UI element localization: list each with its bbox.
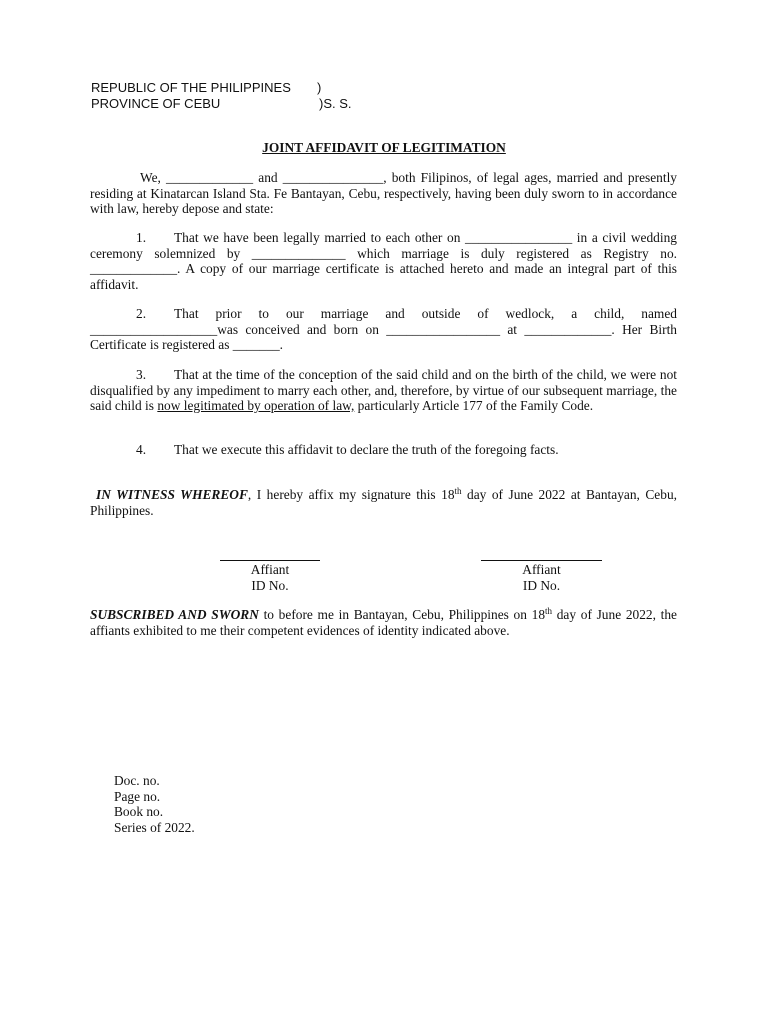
paragraph-number: 2. bbox=[136, 306, 147, 321]
paragraph-2 bbox=[90, 306, 677, 353]
paragraph-text: That at the time of the conception of the said child and on the birth of the child, we were not disqualified by any impediment to marry each other, and, therefore, by virtue of our subsequent marriage, the said child is bbox=[90, 367, 677, 414]
paragraph-text: That we execute this affidavit to declare the truth of the foregoing facts. bbox=[174, 442, 559, 457]
paragraph-number: 3. bbox=[136, 367, 147, 382]
paragraph-number: 1. bbox=[136, 230, 147, 245]
document-title: JOINT AFFIDAVIT OF LEGITIMATION bbox=[262, 140, 506, 155]
jurat-clause bbox=[90, 607, 677, 638]
intro-blank-2: _______________, bbox=[282, 170, 387, 185]
affiant-id-2: ID No. bbox=[522, 578, 561, 593]
intro-we: We, bbox=[140, 170, 161, 185]
intro-text: both Filipinos, of legal ages, married and presently residing at Kinatarcan Island Sta. Fe Bantayan, Cebu, respectively, having been duly sworn to in accordance with law, hereby depose and state: bbox=[90, 170, 677, 217]
venue-line-republic: REPUBLIC OF THE PHILIPPINES bbox=[91, 80, 291, 95]
paragraph-3 bbox=[90, 367, 677, 414]
affiant-label-1: Affiant bbox=[250, 562, 290, 577]
jurat-text-end: day of June 2022, the affiants exhibited to me their competent evidences of identity indicated above. bbox=[90, 607, 678, 638]
venue-line-province: PROVINCE OF CEBU bbox=[91, 96, 221, 111]
signature-line-2 bbox=[481, 560, 602, 561]
underlined-phrase: now legitimated by operation of law, bbox=[157, 398, 355, 414]
paragraph-1 bbox=[90, 230, 677, 292]
affiant-id-1: ID No. bbox=[251, 578, 289, 593]
paragraph-text: That prior to our marriage and outside of wedlock, a child, named ___________________was conceived and born on _________________ at _____________. Her Birth Certificate is registered as _______. bbox=[90, 306, 677, 353]
intro-and: and bbox=[258, 170, 278, 185]
witness-text: , I hereby affix my signature this 18 bbox=[247, 487, 455, 502]
witness-heading: IN WITNESS WHEREOF bbox=[96, 487, 248, 502]
jurat-text: to before me in Bantayan, Cebu, Philippines on 18 bbox=[258, 607, 546, 622]
venue-bracket: ) bbox=[317, 80, 322, 95]
paragraph-text-end: particularly Article 177 of the Family Code. bbox=[357, 398, 594, 414]
page-no: Page no. bbox=[114, 788, 161, 804]
notarial-register bbox=[114, 773, 195, 835]
affiant-label-2: Affiant bbox=[522, 562, 561, 577]
paragraph-4 bbox=[90, 442, 677, 458]
ordinal-suffix: th bbox=[454, 486, 462, 496]
intro-blank-1: _____________ bbox=[166, 170, 254, 185]
paragraph-text: That we have been legally married to each other on ________________ in a civil wedding ceremony solemnized by ______________ which marriage is duly registered as Registry no. _____________. A copy of our marriage certificate is attached hereto and made an integral part of this affidavit. bbox=[90, 230, 677, 292]
venue-ss-mark: )S. S. bbox=[319, 96, 352, 111]
paragraph-number: 4. bbox=[136, 442, 147, 457]
doc-no: Doc. no. bbox=[114, 773, 160, 788]
witness-clause bbox=[90, 487, 677, 518]
signature-line-1 bbox=[220, 560, 320, 561]
intro-paragraph bbox=[90, 170, 677, 217]
series: Series of 2022. bbox=[114, 819, 195, 835]
book-no: Book no. bbox=[114, 804, 164, 820]
ordinal-suffix: th bbox=[545, 606, 553, 616]
witness-text-end: day of June 2022 at Bantayan, Cebu, Philippines. bbox=[90, 487, 677, 518]
jurat-heading: SUBSCRIBED AND SWORN bbox=[90, 607, 259, 622]
